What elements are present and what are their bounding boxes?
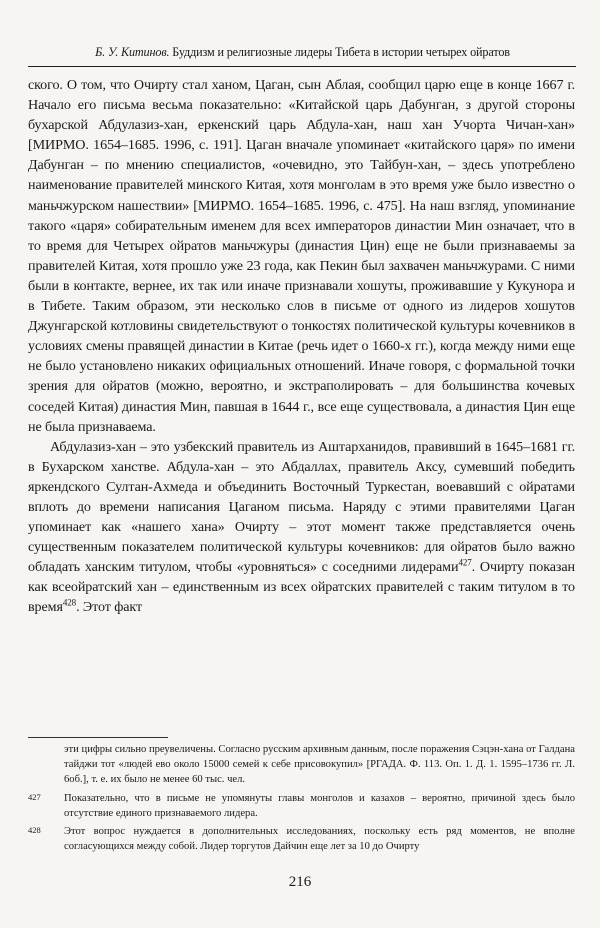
footnote-text: Показательно, что в письме не упомянуты главы монголов и казахов – вероятно, причиной здесь было отсутствие единого признаваемого лидера. [64,792,575,819]
paragraph-2-part-a: Абдулазиз-хан – это узбекский правитель из Аштарханидов, правивший в 1645–1681 гг. в Бухарском ханстве. Абдула-хан – это Абдаллах, правитель Аксу, сумевший победить яркендского Султан-Ахмеда и объединить Восточный Туркестан, воевавший с ойратами вплоть до времени написания Цаганом письма. Наряду с этими правителями Цаган упоминает как «нашего хана» Очирту – этот момент также представляется очень существенным показателем политической культуры кочевников: для ойратов было важно обладать ханским титулом, чтобы «уровняться» с соседними лидерами [28,438,575,576]
footnote-continuation [28,742,575,788]
footnotes [28,742,575,857]
footnote-number: 427 [28,791,41,802]
header-title: Буддизм и религиозные лидеры Тибета в истории четырех ойратов [172,45,510,59]
page-number: 216 [288,874,312,890]
paragraph-2-part-c: . Этот факт [76,599,143,616]
footnote-rule [28,737,168,738]
paragraph-2 [28,437,575,618]
paragraph-1: ского. О том, что Очирту стал ханом, Цаган, сын Аблая, сообщил царю еще в конце 1667 г. Начало его письма весьма показательно: «Китайской царь Дабунган, з другой стороны бухарской Абдулазиз-хан, еркенский царь Абдула-хан, наш хан Учорта Чичан-хан» [МИРМО. 1654–1685. 1996, с. 191]. Цаган вначале упоминает «китайского царя» по имени Дабунган – по мнению специалистов, «очевидно, это Тайбун-хан, – здесь употреблено наименование правителей минского Китая, хотя монголам в это время уже было известно о маньчжурском нашествии» [МИРМО. 1654–1685. 1996, с. 475]. На наш взгляд, упоминание такого «царя» собирательным именем для всех императоров династии Мин означает, что в то время для Четырех ойратов маньчжуры (династия Цин) еще не были признаваемы за правителей Китая, хотя прошло уже 23 года, как Пекин был захвачен маньчжурами. С ними были в контакте, вернее, их так или иначе признавали хошуты, проживавшие у Кукунора и в Тибете. Таким образом, эти несколько слов в письме от одного из лидеров хошутов Джунгарской котловины свидетельствуют о тонкостях политической культуры кочевников в условиях смены правящей династии в Китае (речь идет о 1660-х гг.), когда между ними еще не было установлено никаких официальных отношений. Иначе говоря, с формальной точки зрения для ойратов (можно, вероятно, и экстраполировать – для большинства кочевых соседей Китая) династия Мин, павшая в 1644 г., все еще существовала, а династия Цин еще не была признаваема. [28,77,575,435]
footnote-ref-428: 428 [62,597,77,608]
header-author: Б. У. Китинов. [95,45,170,59]
main-text [28,75,575,618]
footnote-continuation-text: эти цифры сильно преувеличены. Согласно русским архивным данным, после поражения Сэцэн-хана от Галдана тайджи тот «людей ево около 15000 семей к себе присовокупил» [РГАДА. Ф. 113. Оп. 1. Д. 1. 1595–1736 гг. Л. 6об.], т. е. их было не менее 60 тыс. чел. [64,744,575,786]
footnote-428 [28,824,575,854]
footnote-number: 428 [28,825,41,836]
header-rule [28,66,576,67]
footnote-ref-427: 427 [458,557,472,568]
footnote-427 [28,791,575,821]
footnote-text: Этот вопрос нуждается в дополнительных исследованиях, поскольку есть ряд моментов, не вполне согласующихся между собой. Лидер торгутов Дайчин еще лет за 10 до Очирту [64,826,575,853]
paragraph-2-part-b: . Очирту показан как всеойратский хан – единственным из всех ойратских правителей с таким титулом в то время [28,559,576,616]
running-header [30,44,575,60]
